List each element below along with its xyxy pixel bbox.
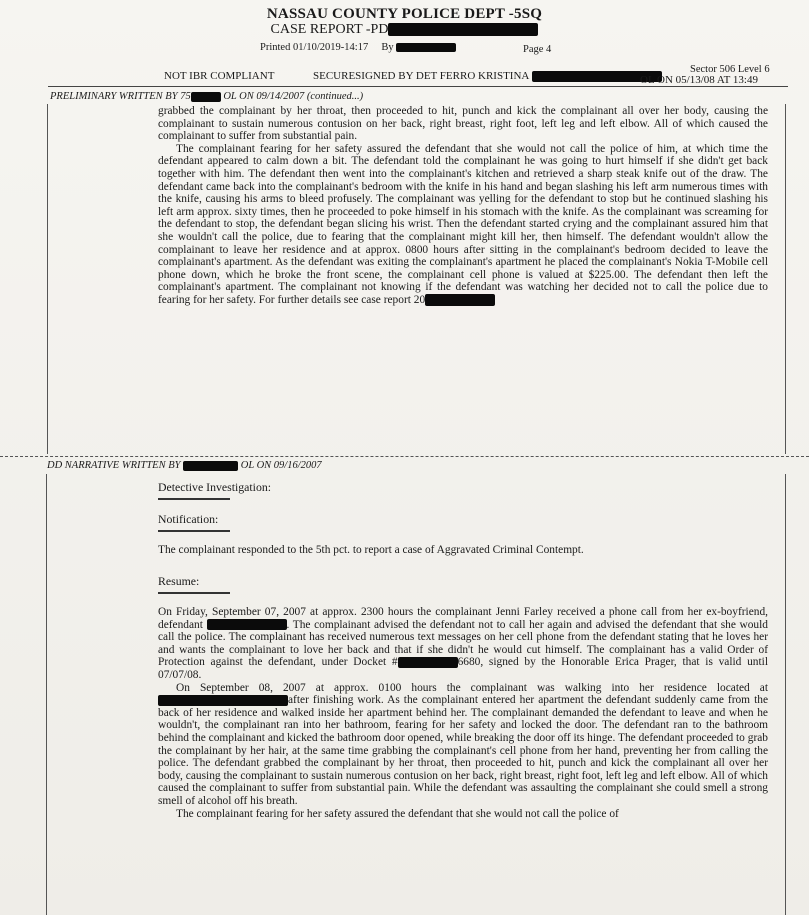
dd-narrative-label-line <box>47 460 322 471</box>
section-border <box>47 104 48 454</box>
resume-paragraph-1 <box>158 606 768 682</box>
secure-signed-text: SECURESIGNED BY DET FERRO KRISTINA <box>313 70 529 82</box>
signed-date <box>640 74 758 86</box>
report-subtitle <box>0 22 809 38</box>
writer-id: 75 <box>180 91 191 102</box>
redaction-bar <box>396 43 456 52</box>
notification-text: The complainant responded to the 5th pct. to report a case of Aggravated Criminal Contempt. <box>158 544 584 556</box>
redaction-bar <box>207 619 287 630</box>
redaction-bar <box>183 461 238 471</box>
printed-date: Printed 01/10/2019-14:17 <box>260 42 369 53</box>
section-border <box>785 474 786 915</box>
redaction-bar <box>425 294 495 306</box>
heading-underline <box>158 592 230 594</box>
section-border <box>785 104 786 454</box>
sector-level: Sector 506 Level 6 <box>690 64 770 75</box>
resume-p2-part-a: On September 08, 2007 at approx. 0100 hours the complainant was walking into her residence located at <box>176 681 768 694</box>
redaction-bar <box>191 92 221 102</box>
dd-narrative-date: OL ON 09/16/2007 <box>240 460 322 471</box>
redaction-bar <box>388 23 538 36</box>
resume-p1-part-a: On Friday, September 07, 2007 at approx. 2300 hours the complainant Jenni Farley received a phone call from her ex-boyfriend, defendant <box>158 606 768 631</box>
ibr-status: NOT IBR COMPLIANT <box>164 70 275 82</box>
printed-line <box>260 42 456 53</box>
notification-heading: Notification: <box>158 512 219 526</box>
preliminary-label: PRELIMINARY WRITTEN BY <box>50 91 178 102</box>
page-number: Page 4 <box>523 44 552 55</box>
resume-narrative <box>158 606 768 820</box>
docket-tail: 6680 <box>457 656 481 669</box>
subtitle-text: CASE REPORT -PD <box>270 22 389 37</box>
heading-underline <box>158 530 230 532</box>
report-agency-title <box>0 6 809 23</box>
printed-by-label: By <box>381 42 394 53</box>
header-rule <box>48 86 788 87</box>
resume-p1-part-c: , signed by the Honorable Erica Prager, that is valid until 07/07/08. <box>158 656 768 681</box>
preliminary-paragraph-2 <box>158 143 768 307</box>
resume-p1-part-b: . The complainant advised the defendant not to call her again and advised the defendant that she would call the police. The complainant has received numerous text messages on her cell phone from the defendant stating that he loves her and wants the complainant to love her back and that if she didn't he would cut himself. The complainant has a valid Order of Protection against the defendant, under Docket # <box>158 618 768 669</box>
heading-underline <box>158 498 230 500</box>
resume-p2-part-b: after finishing work. As the complainant entered her apartment the defendant suddenly came from the back of her residence and walked inside her apartment behind her. The complainant demanded the defendant to leave and when he wouldn't, the complainant ran into her bathroom, fearing for her safety and locked the door. The defendant ran to the bathroom behind the complainant and kicked the bathroom door opened, while breaking the door off its hinge. The defendant proceeded to grab the complainant by her hair, at the same time grabbing the complainant's cell phone from her hand, preventing her from calling the police. The defendant grabbed the complainant by her throat, then proceeded to hit, punch and kick the complainant all over her body, causing the complainant to sustain numerous contusion on her back, right breast, right foot, left leg and left elbow. All of which caused the complainant to suffer from substantial pain. While the defendant was assaulting the complainant she could smell a strong smell of alcohol off his breath. <box>158 694 768 807</box>
preliminary-paragraph-1: grabbed the complainant by her throat, then proceeded to hit, punch and kick the complainant all over her body, causing the complainant to sustain numerous contusion on her back, right breast, right foot, left leg and left elbow. All of which caused the complainant to suffer from substantial pain. <box>158 105 768 143</box>
preliminary-date: OL ON 09/14/2007 (continued...) <box>223 91 364 102</box>
redaction-bar <box>398 657 458 668</box>
preliminary-label-line <box>50 91 363 102</box>
preliminary-paragraph-2-text: The complainant fearing for her safety assured the defendant that she would not call the police of him, at which time the defendant appeared to calm down a bit. The defendant told the complainant he was going to hurt himself if she didn't get back together with him. The defendant then went into the complainant's kitchen and retrieved a sharp steak knife out of the draw. The defendant came back into the complainant's bedroom with the knife in his hand and began slashing his left arm numerous times with the knife, causing his arms to bleed profusely. The complainant was yelling for the defendant to stop but he continued slashing his left arm approx. sixty times, then he proceeded to poke himself in his stomach with the knife. As the complainant was screaming for the defendant to stop, the defendant began slicing his wrist. Then the defendant started crying and the complainant assured him that she wouldn't call the police, due to fearing that the complainant might kill her, then himself. The defendant wouldn't allow the complainant to leave her residence and at approx. 0800 hours after sitting in the complainant's bedroom decided to leave the complainant's apartment. As the defendant was exiting the complainant's apartment he placed the complainant's Nokia T-Mobile cell phone down, which he broke the front scene, the complainant cell phone is valued at $225.00. The defendant then left the complainant's apartment. The complainant not knowing if the defendant was watching her decided not to call the police due to fearing for her safety. For further details see case report 20 <box>158 142 768 306</box>
secure-signed-line <box>313 70 662 82</box>
agency-title-text: NASSAU COUNTY POLICE DEPT -5SQ <box>266 6 543 22</box>
ol-text: OL <box>640 74 655 86</box>
resume-heading: Resume: <box>158 574 200 588</box>
redaction-bar <box>158 695 288 706</box>
resume-paragraph-2 <box>158 682 768 808</box>
dd-narrative-label: DD NARRATIVE WRITTEN BY <box>47 460 181 471</box>
section-divider <box>0 456 809 457</box>
signed-on-date: ON 05/13/08 AT 13:49 <box>657 74 758 86</box>
detective-investigation-heading: Detective Investigation: <box>158 480 272 494</box>
resume-paragraph-3: The complainant fearing for her safety assured the defendant that she would not call the police of <box>176 807 619 820</box>
section-border <box>46 474 47 915</box>
preliminary-narrative <box>158 105 768 307</box>
